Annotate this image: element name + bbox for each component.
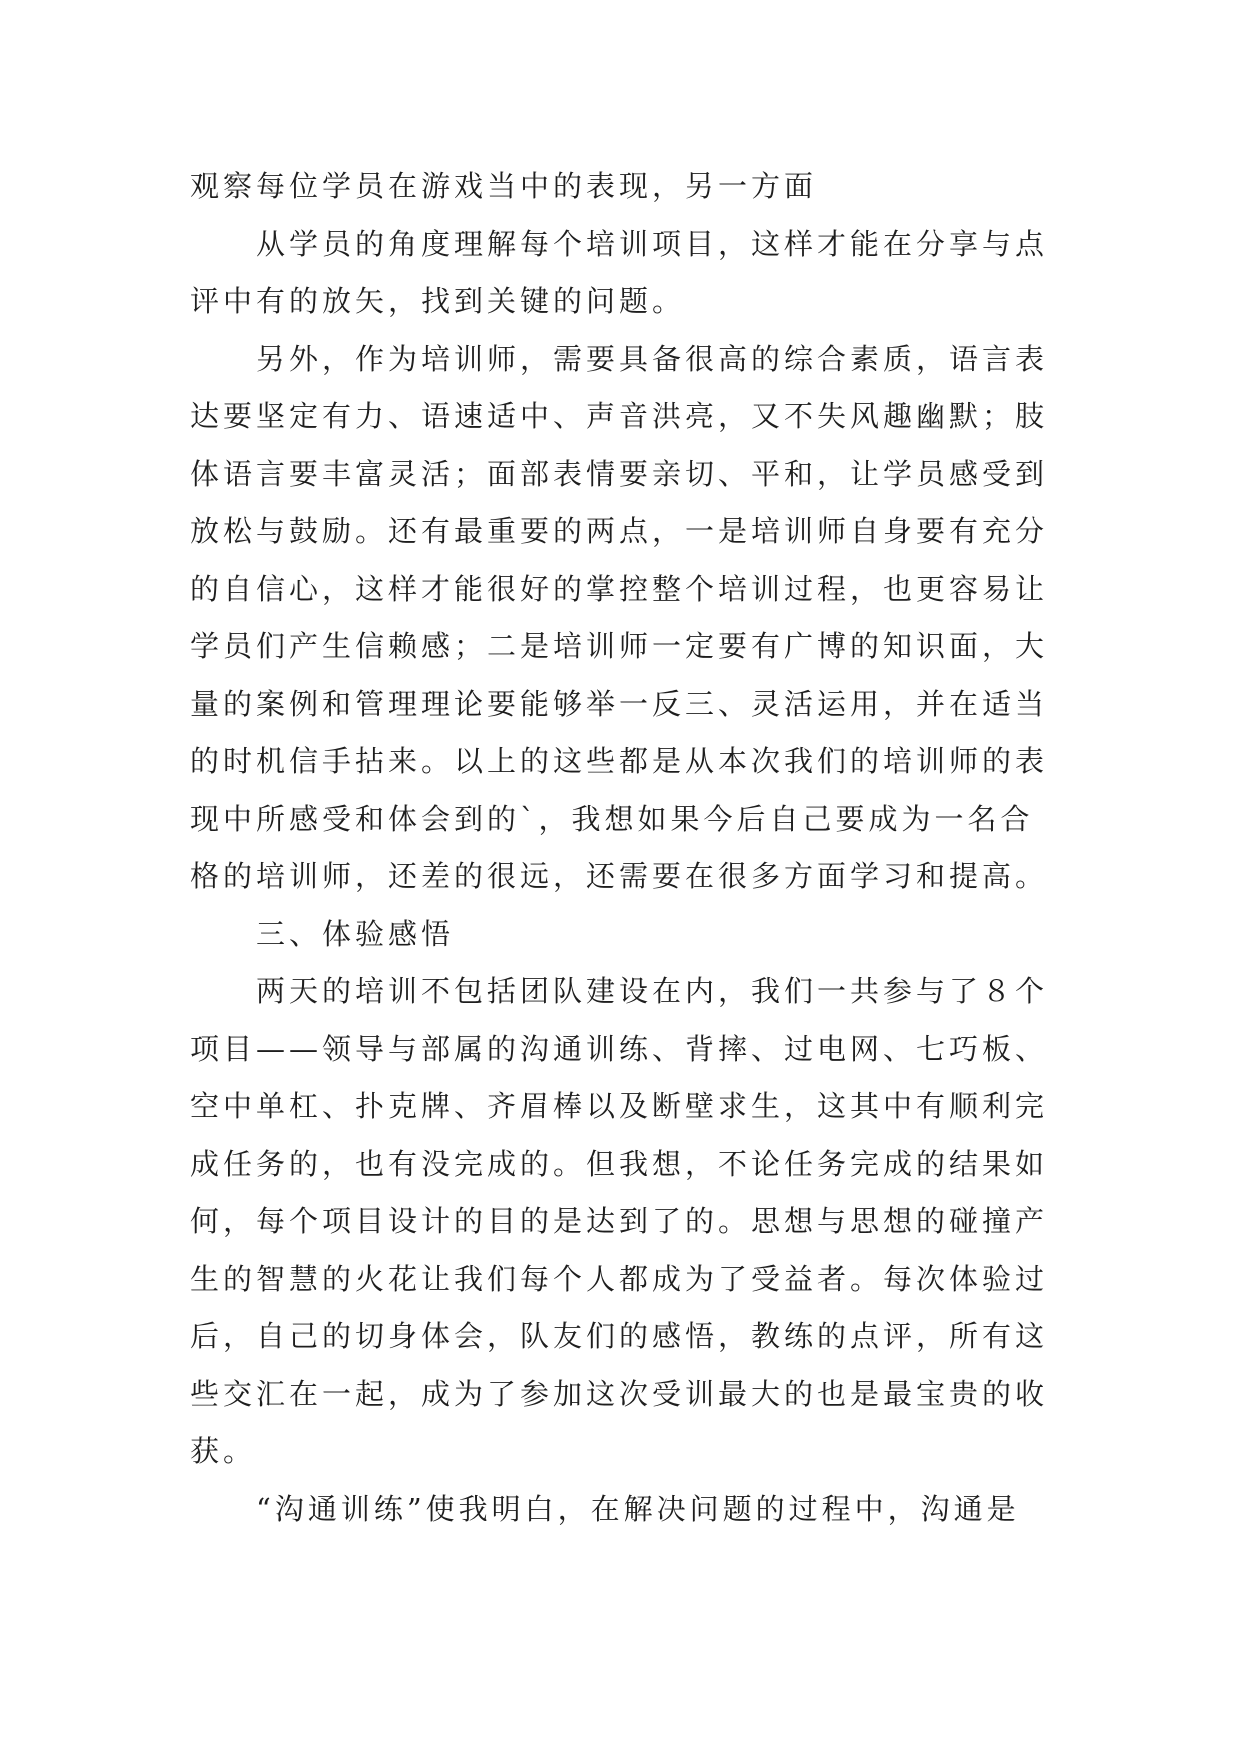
section-heading: 三、体验感悟 bbox=[256, 916, 455, 951]
text-line: 体语言要丰富灵活；面部表情要亲切、平和，让学员感受到 bbox=[190, 456, 1049, 491]
text-line: 的时机信手拈来。以上的这些都是从本次我们的培训师的表 bbox=[190, 744, 1049, 778]
text-line: 何，每个项目设计的目的是达到了的。思想与思想的碰撞产 bbox=[190, 1204, 1049, 1238]
text-line: 学员们产生信赖感；二是培训师一定要有广博的知识面，大 bbox=[190, 629, 1049, 663]
text-line: 现中所感受和体会到的`，我想如果今后自己要成为一名合 bbox=[190, 801, 1034, 836]
text-line: 量的案例和管理理论要能够举一反三、灵活运用，并在适当 bbox=[190, 686, 1049, 721]
text-line: 些交汇在一起，成为了参加这次受训最大的也是最宝贵的收 bbox=[190, 1376, 1049, 1411]
text-line: 评中有的放矢，找到关键的问题。 bbox=[190, 284, 686, 318]
text-line: 项目——领导与部属的沟通训练、背摔、过电网、七巧板、 bbox=[190, 1031, 1049, 1066]
text-line: 达要坚定有力、语速适中、声音洪亮，又不失风趣幽默；肢 bbox=[190, 399, 1049, 433]
text-line: 从学员的角度理解每个培训项目，这样才能在分享与点 bbox=[256, 226, 1049, 261]
text-line: 两天的培训不包括团队建设在内，我们一共参与了８个 bbox=[256, 974, 1049, 1008]
text-line: 生的智慧的火花让我们每个人都成为了受益者。每次体验过 bbox=[190, 1261, 1049, 1296]
text-line: 的自信心，这样才能很好的掌控整个培训过程，也更容易让 bbox=[190, 571, 1049, 606]
text-line: 格的培训师，还差的很远，还需要在很多方面学习和提高。 bbox=[190, 859, 1049, 893]
text-line: 另外，作为培训师，需要具备很高的综合素质，语言表 bbox=[256, 341, 1049, 376]
document-body bbox=[190, 158, 1070, 1538]
text-line: “沟通训练”使我明白，在解决问题的过程中，沟通是 bbox=[256, 1491, 1020, 1526]
text-line: 获。 bbox=[190, 1434, 257, 1468]
text-line: 放松与鼓励。还有最重要的两点，一是培训师自身要有充分 bbox=[190, 514, 1049, 548]
text-line: 空中单杠、扑克牌、齐眉棒以及断壁求生，这其中有顺利完 bbox=[190, 1089, 1049, 1123]
text-line: 成任务的，也有没完成的。但我想，不论任务完成的结果如 bbox=[190, 1146, 1049, 1181]
text-line: 观察每位学员在游戏当中的表现，另一方面 bbox=[190, 169, 818, 203]
text-line: 后，自己的切身体会，队友们的感悟，教练的点评，所有这 bbox=[190, 1319, 1049, 1353]
